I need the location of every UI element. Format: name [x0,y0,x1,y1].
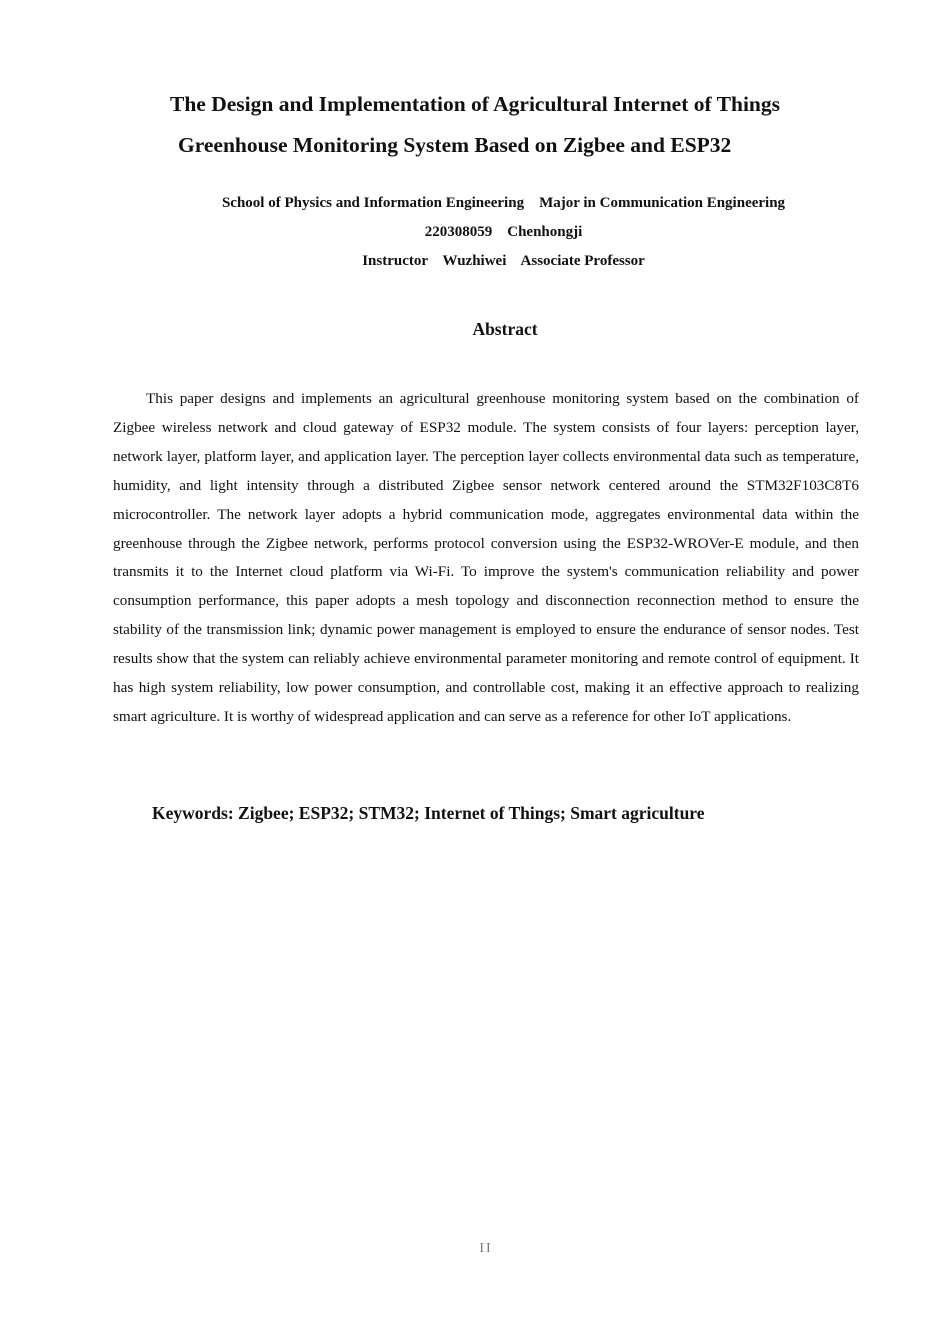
abstract-body: This paper designs and implements an agricultural greenhouse monitoring system based on the combination of Zigbee wireless network and cloud gateway of ESP32 module. The system consists of four layers: perception layer, network layer, platform layer, and application layer. The perception layer collects environmental data such as temperature, humidity, and light intensity through a distributed Zigbee sensor network centered around the STM32F103C8T6 microcontroller. The network layer adopts a hybrid communication mode, aggregates environmental data within the greenhouse through the Zigbee network, performs protocol conversion using the ESP32-WROVer-E module, and then transmits it to the Internet cloud platform via Wi-Fi. To improve the system's communication reliability and power consumption performance, this paper adopts a mesh topology and disconnection reconnection method to ensure the stability of the transmission link; dynamic power management is employed to ensure the endurance of sensor nodes. Test results show that the system can reliably achieve environmental parameter monitoring and remote control of equipment. It has high system reliability, low power consumption, and controllable cost, making it an effective approach to realizing smart agriculture. It is worthy of widespread application and can serve as a reference for other IoT applications. [113,390,859,725]
instructor-line: Instructor Wuzhiwei Associate Professor [362,253,645,269]
paper-title-line-2: Greenhouse Monitoring System Based on Zigbee and ESP32 [178,133,732,157]
student-line: 220308059 Chenhongji [424,224,583,240]
page-number: II [479,1241,493,1256]
keywords-line: Keywords: Zigbee; ESP32; STM32; Internet of Things; Smart agriculture [152,803,705,823]
author-info [60,189,947,276]
affiliation-line: School of Physics and Information Engineering Major in Communication Engineering [221,195,786,211]
paper-title [150,84,870,166]
paper-title-line-1: The Design and Implementation of Agricultural Internet of Things [170,92,780,116]
abstract-heading: Abstract [472,319,538,339]
